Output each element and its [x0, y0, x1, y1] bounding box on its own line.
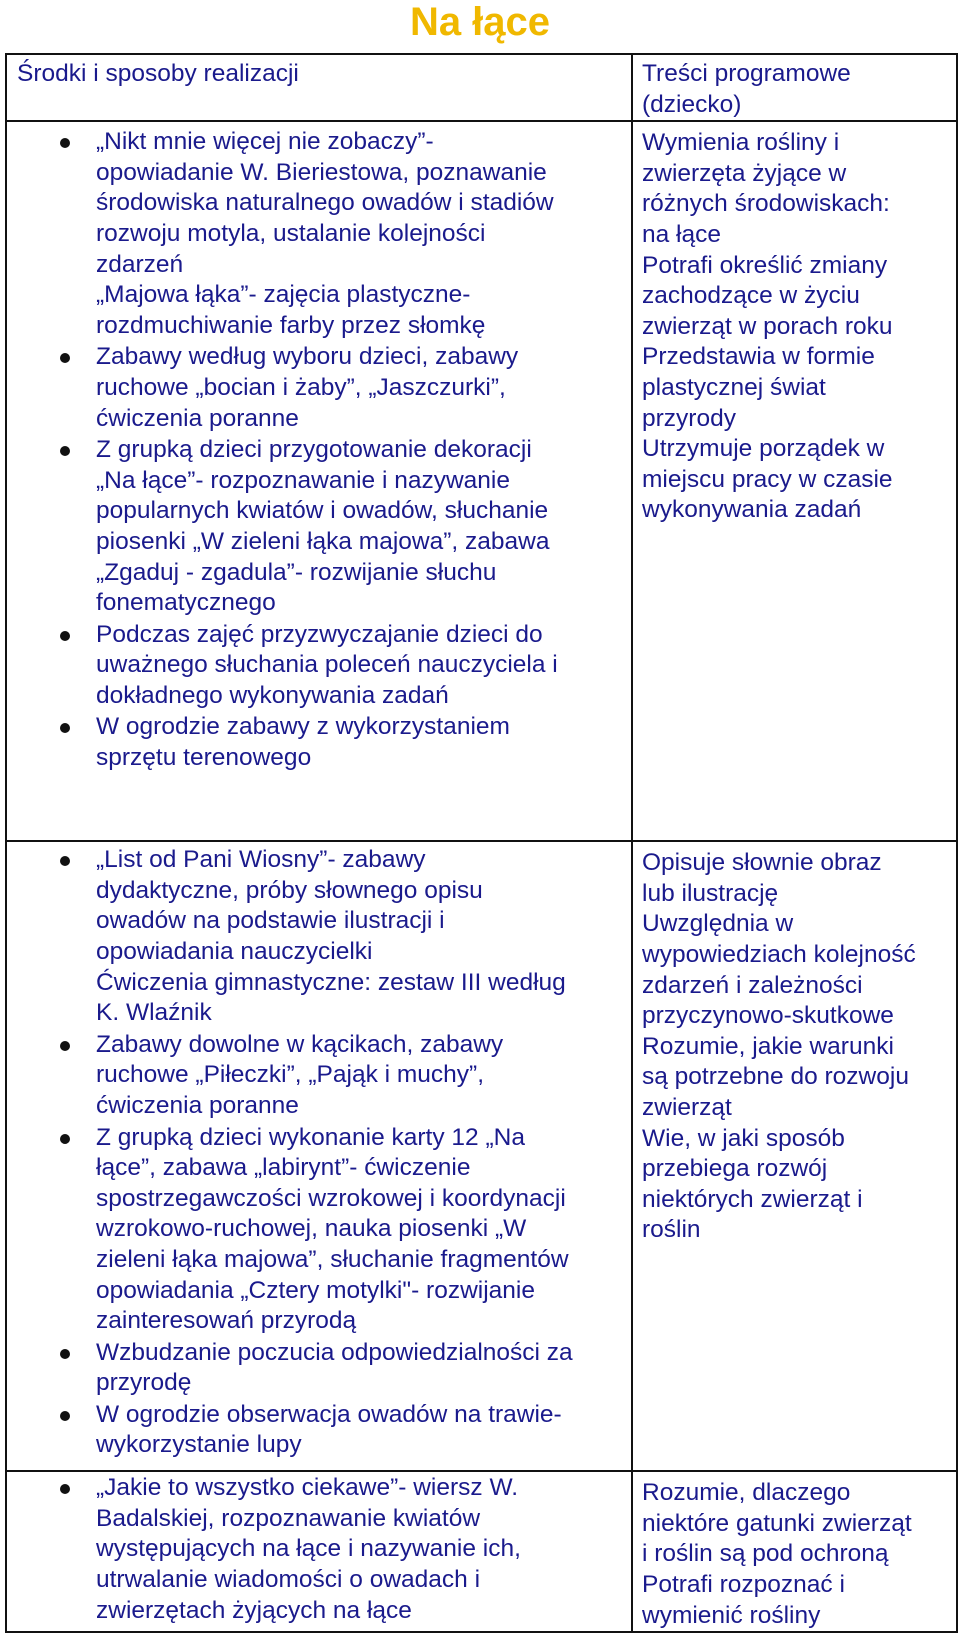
activity-text-line: opowiadania „Cztery motylki"- rozwijanie — [96, 1276, 535, 1304]
table-row — [6, 1471, 957, 1632]
activity-text-line: Podczas zajęć przyzwyczajanie dzieci do — [96, 620, 543, 648]
bullet-icon — [60, 631, 70, 641]
activity-text-line: spostrzegawczości wzrokowej i koordynacji — [96, 1184, 566, 1212]
activity-text-line: Z grupką dzieci przygotowanie dekoracji — [96, 436, 532, 464]
outcome-text-line: Utrzymuje porządek w — [642, 435, 885, 463]
activities-cell — [6, 121, 632, 841]
activity-text-line: łące”, zabawa „labirynt”- ćwiczenie — [96, 1154, 471, 1182]
bullet-icon — [60, 1484, 70, 1494]
activity-text-line: „Majowa łąka”- zajęcia plastyczne- — [96, 281, 471, 309]
outcome-text-line: Uwzględnia w — [642, 910, 794, 938]
outcomes-text — [642, 848, 952, 1246]
activity-text-line: popularnych kwiatów i owadów, słuchanie — [96, 497, 549, 525]
activity-text-line: zainteresowań przyrodą — [96, 1307, 357, 1335]
activity-text-line: zwierzętach żyjących na łące — [96, 1596, 412, 1624]
outcome-text-line: Wie, w jaki sposób — [642, 1124, 845, 1152]
outcomes-text — [642, 1478, 952, 1631]
outcome-text-line: Opisuje słownie obraz — [642, 849, 882, 877]
activity-item — [7, 435, 631, 619]
outcomes-cell — [632, 1471, 957, 1632]
activity-text-line: sprzętu terenowego — [96, 744, 312, 772]
outcome-text-line: miejscu pracy w czasie — [642, 465, 893, 493]
activity-text-line: ruchowe „Piłeczki”, „Pająk i muchy”, — [96, 1061, 485, 1089]
activity-list — [7, 845, 631, 1461]
activity-text-line: Wzbudzanie poczucia odpowiedzialności za — [96, 1338, 573, 1366]
table-row — [6, 121, 957, 841]
outcome-text-line: są potrzebne do rozwoju — [642, 1063, 909, 1091]
activity-text-line: uważnego słuchania poleceń nauczyciela i — [96, 651, 558, 679]
outcome-text-line: Przedstawia w formie — [642, 343, 875, 371]
activity-text-line: utrwalanie wiadomości o owadach i — [96, 1565, 481, 1593]
activity-text-line: W ogrodzie zabawy z wykorzystaniem — [96, 713, 510, 741]
outcome-text-line: przyrody — [642, 404, 736, 432]
activity-text-line: piosenki „W zieleni łąka majowa”, zabawa — [96, 527, 550, 555]
activity-item — [7, 1338, 631, 1399]
outcome-text-line: zwierząt w porach roku — [642, 312, 893, 340]
activity-text-line: Zabawy dowolne w kącikach, zabawy — [96, 1030, 504, 1058]
bullet-icon — [60, 723, 70, 733]
bullet-icon — [60, 856, 70, 866]
header-program-content-line: (dziecko) — [642, 90, 742, 118]
activity-text-line: opowiadania nauczycielki — [96, 937, 373, 965]
outcome-text-line: Rozumie, jakie warunki — [642, 1032, 894, 1060]
activity-item — [7, 712, 631, 773]
outcome-text-line: niektóre gatunki zwierząt — [642, 1509, 912, 1537]
activity-item — [7, 1473, 631, 1626]
header-program-content — [632, 54, 957, 121]
activity-text-line: ćwiczenia poranne — [96, 1091, 299, 1119]
outcome-text-line: Rozumie, dlaczego — [642, 1479, 851, 1507]
activity-item — [7, 127, 631, 341]
activity-text-line: Ćwiczenia gimnastyczne: zestaw III według — [96, 968, 566, 996]
bullet-icon — [60, 138, 70, 148]
activity-text-line: dokładnego wykonywania zadań — [96, 681, 449, 709]
outcome-text-line: na łące — [642, 220, 722, 248]
outcome-text-line: Potrafi określić zmiany — [642, 251, 888, 279]
outcome-text-line: lub ilustrację — [642, 879, 779, 907]
outcome-text-line: niektórych zwierząt i — [642, 1185, 863, 1213]
outcome-text-line: różnych środowiskach: — [642, 190, 890, 218]
activity-item — [7, 1400, 631, 1461]
bullet-icon — [60, 1349, 70, 1359]
activities-cell — [6, 841, 632, 1471]
outcome-text-line: plastycznej świat — [642, 373, 826, 401]
activity-text-line: „Zgaduj - zgadula”- rozwijanie słuchu — [96, 558, 497, 586]
activity-text-line: wzrokowo-ruchowej, nauka piosenki „W — [96, 1215, 527, 1243]
activity-text-line: „List od Pani Wiosny”- zabawy — [96, 846, 426, 874]
table-row — [6, 841, 957, 1471]
activity-text-line: „Jakie to wszystko ciekawe”- wiersz W. — [96, 1474, 519, 1502]
outcomes-text — [642, 128, 952, 526]
activity-text-line: K. Wlaźnik — [96, 999, 212, 1027]
activity-text-line: Z grupką dzieci wykonanie karty 12 „Na — [96, 1123, 525, 1151]
activity-text-line: zieleni łąka majowa”, słuchanie fragmentów — [96, 1245, 569, 1273]
activity-text-line: owadów na podstawie ilustracji i — [96, 907, 445, 935]
outcome-text-line: zwierząt — [642, 1093, 732, 1121]
bullet-icon — [60, 353, 70, 363]
activity-text-line: występujących na łące i nazywanie ich, — [96, 1535, 521, 1563]
header-program-content-line: Treści programowe — [642, 60, 851, 87]
outcome-text-line: wypowiedziach kolejność — [642, 940, 916, 968]
outcome-text-line: zachodzące w życiu — [642, 282, 860, 310]
bullet-icon — [60, 1134, 70, 1144]
activity-text-line: zdarzeń — [96, 250, 184, 278]
activity-text-line: środowiska naturalnego owadów i stadiów — [96, 189, 554, 217]
activity-text-line: „Nikt mnie więcej nie zobaczy”- — [96, 128, 434, 156]
activity-item — [7, 1123, 631, 1337]
table-header-row — [6, 54, 957, 121]
outcome-text-line: Potrafi rozpoznać i — [642, 1570, 845, 1598]
activity-text-line: opowiadanie W. Bieriestowa, poznawanie — [96, 158, 547, 186]
bullet-icon — [60, 1041, 70, 1051]
activity-list — [7, 1473, 631, 1626]
activity-text-line: Badalskiej, rozpoznawanie kwiatów — [96, 1504, 481, 1532]
outcome-text-line: wymienić rośliny — [642, 1601, 821, 1629]
bullet-icon — [60, 446, 70, 456]
outcome-text-line: zdarzeń i zależności — [642, 971, 863, 999]
activities-cell — [6, 1471, 632, 1632]
activity-item — [7, 620, 631, 712]
outcomes-cell — [632, 841, 957, 1471]
activity-item — [7, 845, 631, 1029]
activity-text-line: rozdmuchiwanie farby przez słomkę — [96, 311, 486, 339]
lesson-plan-table — [5, 53, 958, 1633]
outcome-text-line: wykonywania zadań — [642, 496, 862, 524]
activity-item — [7, 342, 631, 434]
outcome-text-line: i roślin są pod ochroną — [642, 1540, 889, 1568]
activity-text-line: „Na łące”- rozpoznawanie i nazywanie — [96, 466, 510, 494]
activity-text-line: fonematycznego — [96, 589, 276, 617]
bullet-icon — [60, 1411, 70, 1421]
outcome-text-line: przyczynowo-skutkowe — [642, 1002, 894, 1030]
activity-text-line: dydaktyczne, próby słownego opisu — [96, 876, 483, 904]
activity-text-line: przyrodę — [96, 1369, 192, 1397]
outcome-text-line: roślin — [642, 1216, 701, 1244]
outcome-text-line: przebiega rozwój — [642, 1155, 828, 1183]
header-means-methods: Środki i sposoby realizacji — [6, 54, 632, 121]
outcome-text-line: zwierzęta żyjące w — [642, 159, 847, 187]
outcomes-cell — [632, 121, 957, 841]
outcome-text-line: Wymienia rośliny i — [642, 129, 840, 157]
activity-text-line: Zabawy według wyboru dzieci, zabawy — [96, 343, 519, 371]
activity-text-line: ruchowe „bocian i żaby”, „Jaszczurki”, — [96, 373, 506, 401]
activity-text-line: W ogrodzie obserwacja owadów na trawie- — [96, 1400, 562, 1428]
activity-list — [7, 127, 631, 773]
page-title: Na łące — [409, 0, 551, 44]
activity-text-line: ćwiczenia poranne — [96, 404, 299, 432]
activity-text-line: rozwoju motyla, ustalanie kolejności — [96, 219, 486, 247]
activity-text-line: wykorzystanie lupy — [96, 1431, 302, 1459]
activity-item — [7, 1030, 631, 1122]
